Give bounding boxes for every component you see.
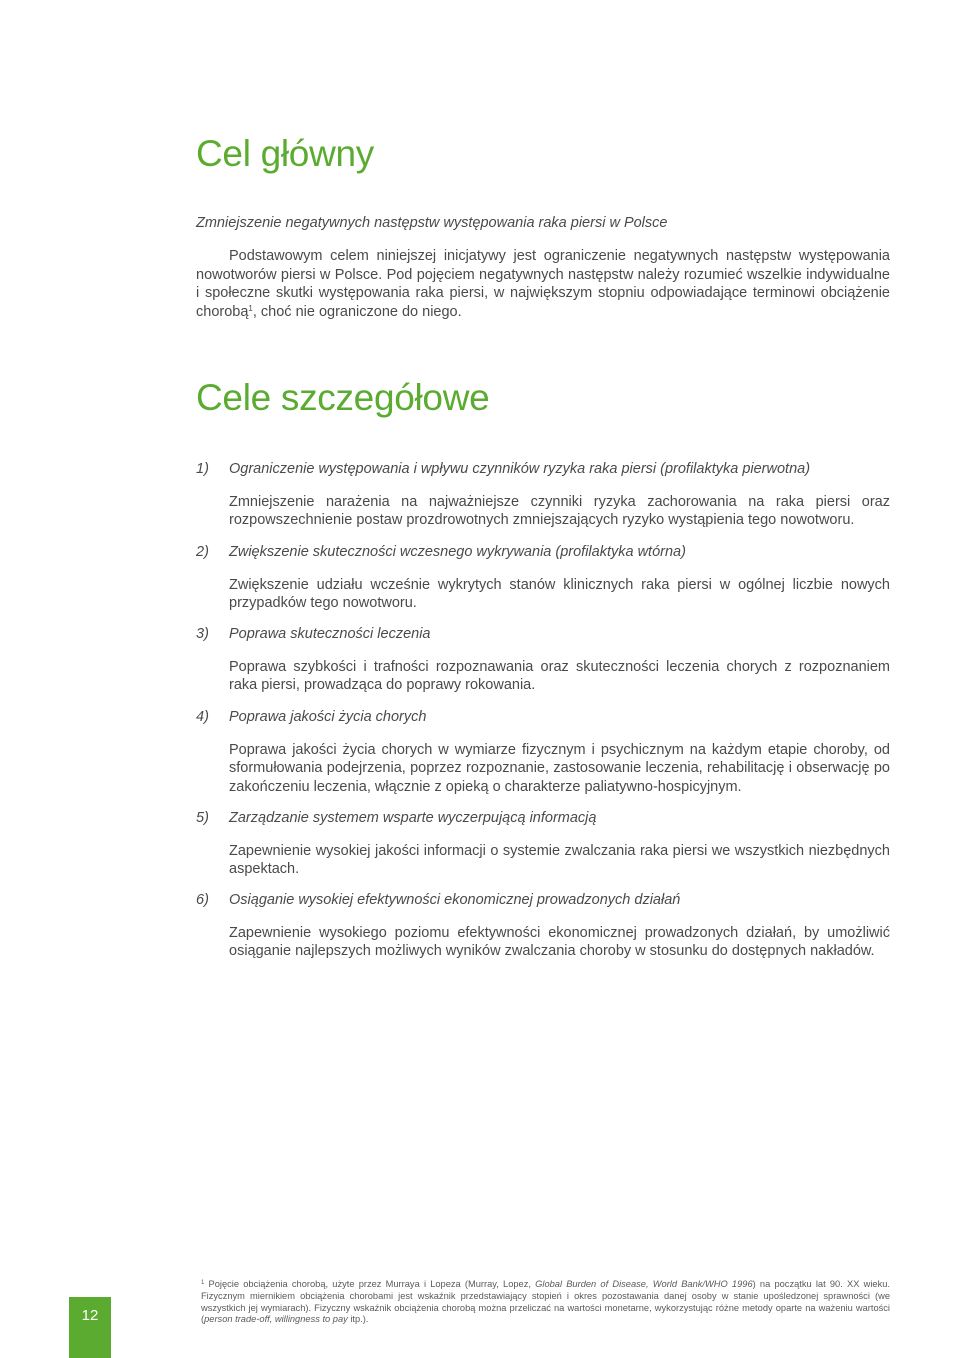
footnote-marker: 1 bbox=[201, 1280, 205, 1286]
goal-item bbox=[196, 626, 890, 695]
footnote-text: Pojęcie obciążenia chorobą, użyte przez Murraya i Lopeza (Murray, Lopez, bbox=[204, 1279, 536, 1289]
goal-heading bbox=[196, 810, 890, 829]
page-number: 12 bbox=[81, 1307, 99, 1324]
main-goal-text: Podstawowym celem niniejszej inicjatywy jest ograniczenie negatywnych następstw występowania nowotworów piersi w Polsce. Pod pojęciem negatywnych następstw należy rozumieć wszelkie indywidualne i społeczne skutki występowania raka piersi, w największym stopniu odpowiadające terminowi obciążenie chorobą bbox=[196, 248, 890, 320]
footnote-text: ) na początku lat 90. XX wieku. Fizycznym miernikiem obciążenia chorobami jest wskaźnik przedstawiający stopień i okres pozostawania danej osoby w stanie upośledzonej sprawności (we wszystkich jej wymiarach). Fizyczny wskaźnik obciążenia chorobą można przeliczać na wartości monetarne, wykorzystując różne metody oparte na ważeniu wartości ( bbox=[201, 1279, 890, 1325]
main-goal-subtitle: Zmniejszenie negatywnych następstw występowania raka piersi w Polsce bbox=[196, 215, 668, 231]
goal-body: Zapewnienie wysokiej jakości informacji o systemie zwalczania raka piersi we wszystkich niezbędnych aspektach. bbox=[229, 843, 890, 878]
footnote-source-title: Global Burden of Disease, World Bank/WHO 1996 bbox=[535, 1279, 753, 1289]
footnote bbox=[201, 1279, 890, 1326]
specific-goals-title: Cele szczegółowe bbox=[196, 377, 490, 418]
goal-item bbox=[196, 544, 890, 613]
goal-number: 4) bbox=[196, 709, 209, 725]
goal-heading bbox=[196, 626, 890, 645]
goal-heading-text: Zwiększenie skuteczności wczesnego wykrywania (profilaktyka wtórna) bbox=[229, 544, 686, 560]
page-number-tab bbox=[69, 1297, 111, 1358]
main-goal-title: Cel główny bbox=[196, 133, 374, 174]
footnote-text: itp.). bbox=[347, 1314, 369, 1325]
goal-body: Zmniejszenie narażenia na najważniejsze czynniki ryzyka zachorowania na raka piersi oraz rozpowszechnienie postaw prozdrowotnych zmniejszających ryzyko wystąpienia tego nowotworu. bbox=[229, 494, 890, 529]
goal-heading-text: Zarządzanie systemem wsparte wyczerpującą informacją bbox=[229, 810, 597, 826]
footnote-reference: 1 bbox=[248, 303, 253, 313]
goal-item bbox=[196, 892, 890, 961]
goal-number: 6) bbox=[196, 892, 209, 908]
main-goal-text-end: , choć nie ograniczone do niego. bbox=[252, 303, 462, 320]
goal-heading bbox=[196, 461, 890, 480]
main-goal-paragraph bbox=[196, 247, 890, 321]
goal-item bbox=[196, 810, 890, 879]
goal-heading-text: Poprawa skuteczności leczenia bbox=[229, 626, 431, 642]
goal-body: Zapewnienie wysokiego poziomu efektywności ekonomicznej prowadzonych działań, by umożliwić osiąganie najlepszych możliwych wyników zwalczania choroby w stosunku do dostępnych nakładów. bbox=[229, 925, 890, 960]
goal-body: Zwiększenie udziału wcześnie wykrytych stanów klinicznych raka piersi w ogólnej liczbie nowych przypadków tego nowotworu. bbox=[229, 577, 890, 612]
goal-number: 3) bbox=[196, 626, 209, 642]
goal-heading bbox=[196, 709, 890, 728]
goal-heading-text: Ograniczenie występowania i wpływu czynników ryzyka raka piersi (profilaktyka pierwotna) bbox=[229, 461, 811, 477]
goal-number: 1) bbox=[196, 461, 209, 477]
goal-heading-text: Poprawa jakości życia chorych bbox=[229, 709, 427, 725]
goal-body: Poprawa jakości życia chorych w wymiarze fizycznym i psychicznym na każdym etapie choroby, od sformułowania podejrzenia, poprzez rozpoznanie, zastosowanie leczenia, rehabilitację i obserwację po zakończeniu leczenia, włącznie z opieką o charakterze paliatywno-hospicyjnym. bbox=[229, 742, 890, 795]
goal-number: 2) bbox=[196, 544, 209, 560]
footnote-examples: person trade-off, willingness to pay bbox=[204, 1314, 348, 1325]
goal-heading-text: Osiąganie wysokiej efektywności ekonomicznej prowadzonych działań bbox=[229, 892, 681, 908]
goal-body: Poprawa szybkości i trafności rozpoznawania oraz skuteczności leczenia chorych z rozpoznaniem raka piersi, prowadząca do poprawy rokowania. bbox=[229, 659, 890, 694]
goal-item bbox=[196, 709, 890, 796]
goal-heading bbox=[196, 544, 890, 563]
goal-item bbox=[196, 461, 890, 530]
goal-number: 5) bbox=[196, 810, 209, 826]
goal-heading bbox=[196, 892, 890, 911]
